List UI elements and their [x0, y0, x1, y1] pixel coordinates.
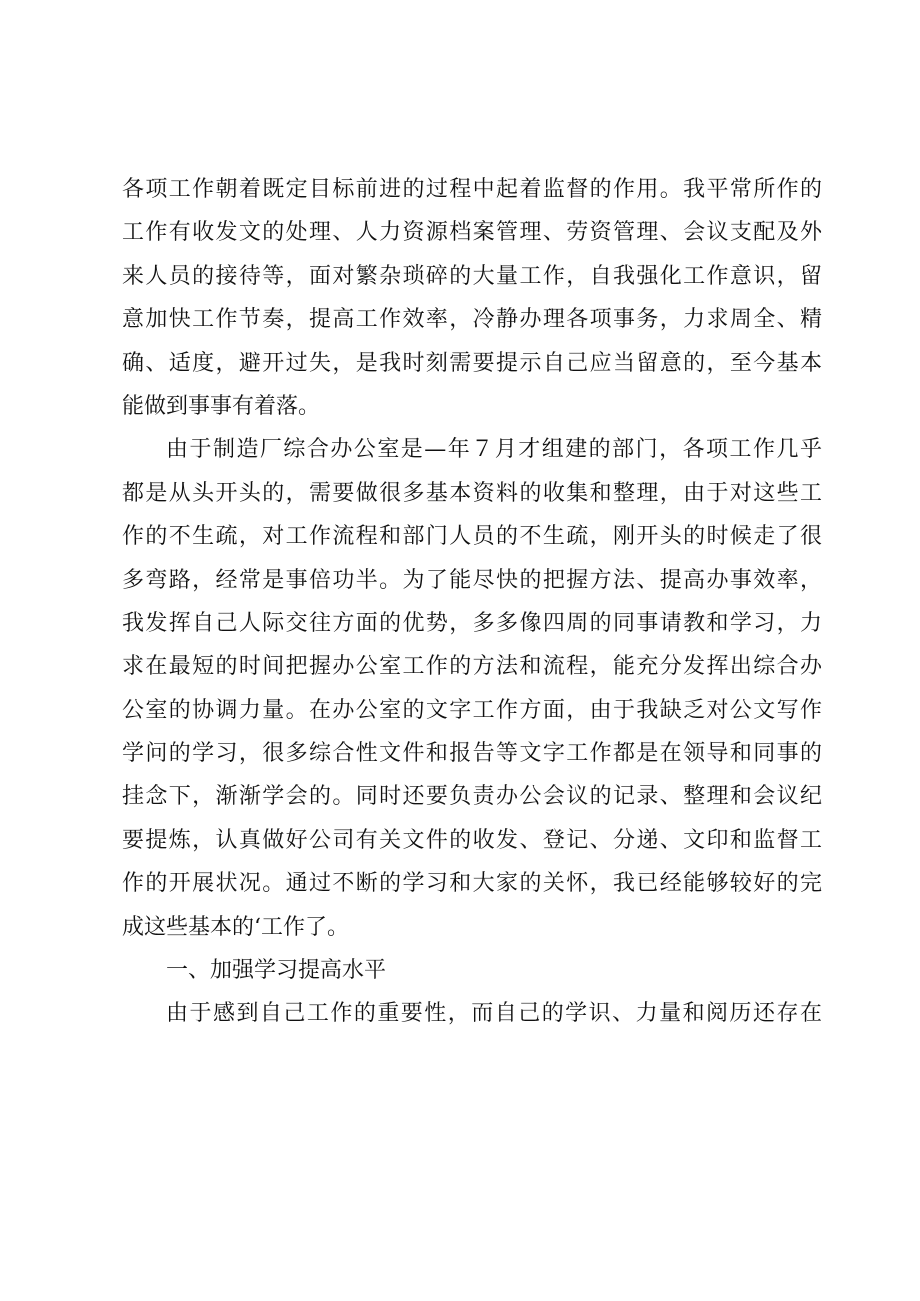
text-line: 意加快工作节奏，提高工作效率，冷静办理各项事务，力求周全、精 [122, 307, 822, 333]
text-line: 各项工作朝着既定目标前进的过程中起着监督的作用。我平常所作的 [122, 177, 822, 202]
text-line: 要提炼，认真做好公司有关文件的收发、登记、分递、文印和监督工 [122, 827, 822, 853]
text-line: 求在最短的时间把握办公室工作的方法和流程，能充分发挥出综合办 [122, 654, 822, 680]
heading-text: 一、加强学习提高水平 [166, 958, 387, 984]
text-line: 我发挥自己人际交往方面的优势，多多像四周的同事请教和学习，力 [122, 610, 822, 636]
text-line: 学问的学习，很多综合性文件和报告等文字工作都是在领导和同事的 [122, 741, 822, 767]
text-line: 确、适度，避开过失，是我时刻需要提示自己应当留意的，至今基本 [122, 350, 822, 376]
text-line: 来人员的接待等，面对繁杂琐碎的大量工作，自我强化工作意识，留 [122, 263, 822, 289]
text-line: 公室的协调力量。在办公室的文字工作方面，由于我缺乏对公文写作 [122, 697, 822, 723]
section-heading [122, 949, 822, 992]
text-line: 由于制造厂综合办公室是—年７月才组建的部门，各项工作几乎 [166, 437, 822, 463]
paragraph-1 [122, 168, 822, 428]
document-page [122, 168, 822, 1036]
text-line: 都是从头开头的，需要做很多基本资料的收集和整理，由于对这些工 [122, 480, 822, 506]
text-line: 由于感到自己工作的重要性，而自己的学识、力量和阅历还存在 [166, 1001, 822, 1027]
text-line: 工作有收发文的处理、人力资源档案管理、劳资管理、会议支配及外 [122, 220, 822, 246]
paragraph-3 [122, 992, 822, 1035]
text-line: 成这些基本的‘工作了。 [122, 914, 349, 940]
text-line: 能做到事事有着落。 [122, 393, 321, 419]
text-line: 作的不生疏，对工作流程和部门人员的不生疏，刚开头的时候走了很 [122, 524, 822, 550]
text-line: 挂念下，渐渐学会的。同时还要负责办公会议的记录、整理和会议纪 [122, 784, 822, 810]
text-line: 作的开展状况。通过不断的学习和大家的关怀，我已经能够较好的完 [122, 871, 822, 897]
paragraph-2 [122, 428, 822, 949]
text-line: 多弯路，经常是事倍功半。为了能尽快的把握方法、提高办事效率， [122, 567, 822, 593]
